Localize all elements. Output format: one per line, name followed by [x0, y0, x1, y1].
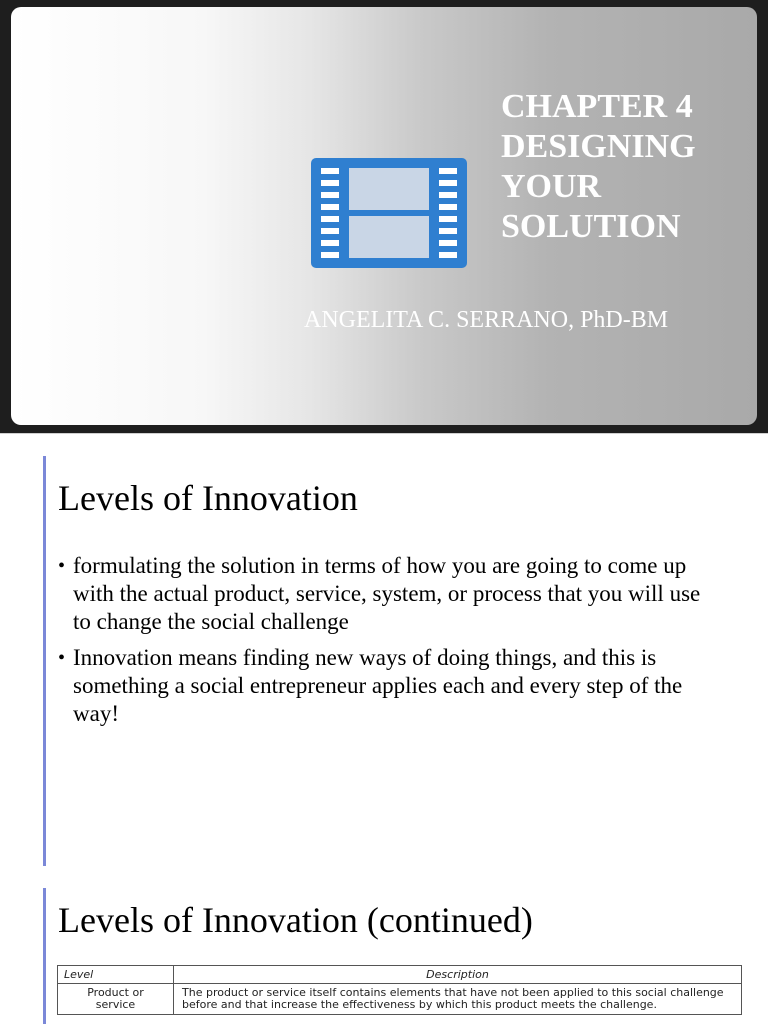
accent-bar [43, 888, 46, 1024]
table-header-level: Level [58, 966, 174, 984]
innovation-levels-table [57, 965, 742, 1015]
chapter-title-line: YOUR [501, 168, 602, 205]
bullet-text: formulating the solution in terms of how you are going to come up with the actual product, service, system, or process that you will use to change the social challenge [73, 553, 701, 634]
bullet-item [56, 644, 706, 728]
levels-of-innovation-continued-slide [0, 874, 768, 1024]
bullet-dot-icon: • [58, 555, 66, 577]
author-name: ANGELITA C. SERRANO, PhD-BM [304, 307, 669, 333]
bullet-text: Innovation means finding new ways of doing things, and this is something a social entrepreneur applies each and every step of the way! [73, 645, 683, 726]
table-row [58, 984, 742, 1015]
levels-of-innovation-slide [0, 434, 768, 874]
table-cell-description: The product or service itself contains elements that have not been applied to this social challenge before and that increase the effectiveness by which this product meets the challenge. [174, 984, 742, 1015]
slide-heading: Levels of Innovation (continued) [58, 900, 533, 940]
chapter-title [501, 87, 751, 247]
bullet-dot-icon: • [58, 647, 66, 669]
table-header-description: Description [174, 966, 742, 984]
chapter-title-line: DESIGNING [501, 128, 696, 165]
slide-heading: Levels of Innovation [58, 478, 358, 518]
accent-bar [43, 456, 46, 866]
film-strip-icon [311, 158, 467, 268]
bullet-item [56, 552, 706, 636]
table-header-row [58, 966, 742, 984]
chapter-title-line: SOLUTION [501, 208, 681, 245]
bullet-list [56, 552, 706, 736]
title-slide-background [11, 7, 757, 425]
table-cell-level: Product or service [58, 984, 174, 1015]
chapter-title-line: CHAPTER 4 [501, 88, 693, 125]
title-slide [0, 0, 768, 433]
